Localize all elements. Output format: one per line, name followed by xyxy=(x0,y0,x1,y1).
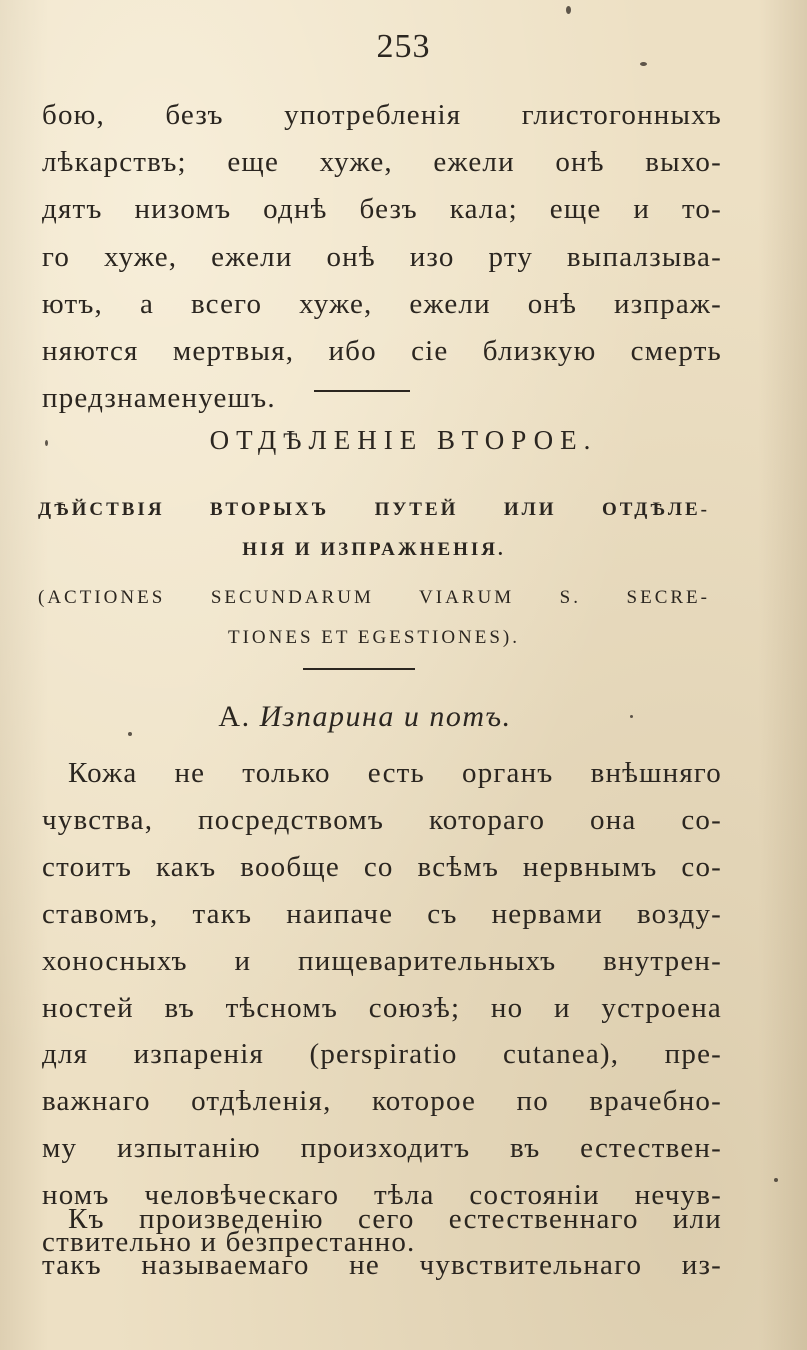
paragraph-3 xyxy=(42,1196,722,1288)
paper-speck xyxy=(774,1178,778,1182)
latin-subheading xyxy=(38,578,710,658)
divider-rule xyxy=(303,668,415,670)
text-line: ствительно и безпрестанно. xyxy=(42,1226,416,1259)
subheading-line: НІЯ И ИЗПРАЖНЕНІЯ. xyxy=(242,539,506,560)
paper-speck xyxy=(640,62,647,66)
page-number: 253 xyxy=(376,28,431,65)
text-line: го хуже, ежели онѣ изо рту выпалзыва- xyxy=(42,240,722,273)
text-line: дятъ низомъ однѣ безъ кала; еще и то- xyxy=(42,193,722,226)
divider-rule xyxy=(314,390,410,392)
text-line: для изпаренія (perspiratio cutanea), пре- xyxy=(42,1038,722,1071)
subsection-heading: Изпарина и потъ. xyxy=(259,700,512,733)
text-line: предзнаменуешъ. xyxy=(42,382,276,415)
text-line: Къ произведенію сего естественнаго или xyxy=(68,1203,722,1235)
section-title: ОТДѢЛЕНІЕ ВТОРОЕ. xyxy=(209,425,598,455)
paragraph-2 xyxy=(42,750,722,1266)
subsection-title xyxy=(0,700,730,734)
paper-speck xyxy=(630,715,633,718)
text-line: лѣкарствъ; еще хуже, ежели онѣ выхо- xyxy=(42,146,722,179)
text-line: няются мертвыя, ибо сіе близкую смерть xyxy=(42,335,722,368)
text-line: стоитъ какъ вообще со всѣмъ нервнымъ со- xyxy=(42,850,722,883)
text-line: Кожа не только есть органъ внѣшняго xyxy=(68,757,722,789)
latin-line: (ACTIONES SECUNDARUM VIARUM S. SECRE- xyxy=(38,587,710,608)
text-line: бою, безъ употребленія глистогонныхъ xyxy=(42,99,722,131)
paragraph-1 xyxy=(42,92,722,422)
text-line: важнаго отдѣленія, которое по врачебно- xyxy=(42,1085,722,1118)
section-subheading xyxy=(38,490,710,570)
text-line: ютъ, а всего хуже, ежели онѣ изпраж- xyxy=(42,287,722,320)
text-line: ставомъ, такъ наипаче съ нервами возду- xyxy=(42,897,722,930)
text-line: чувства, посредствомъ котораго она со- xyxy=(42,803,722,836)
paper-speck xyxy=(128,732,132,736)
subsection-letter: А. xyxy=(218,700,251,733)
latin-line: TIONES ET EGESTIONES). xyxy=(227,627,521,648)
text-line: ностей въ тѣсномъ союзѣ; но и устроена xyxy=(42,991,722,1024)
text-line: номъ человѣческаго тѣла состояніи нечув- xyxy=(42,1179,722,1212)
text-line: му изпытанію произходитъ въ естествен- xyxy=(42,1132,722,1165)
subheading-line: ДѢЙСТВІЯ ВТОРЫХЪ ПУТЕЙ ИЛИ ОТДѢЛЕ- xyxy=(38,499,710,520)
text-line: хоносныхъ и пищеварительныхъ внутрен- xyxy=(42,944,722,977)
text-line: такъ называемаго не чувствительнаго из- xyxy=(42,1249,722,1282)
paper-speck xyxy=(566,6,571,14)
paper-speck xyxy=(45,440,48,446)
